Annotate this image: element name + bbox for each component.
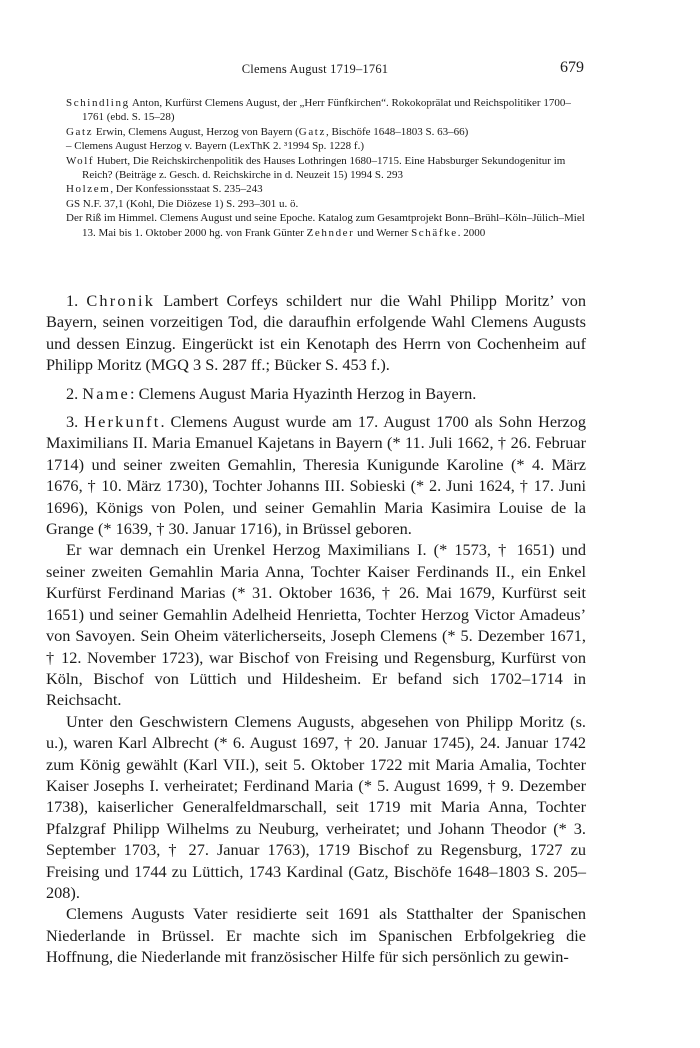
bib-text: GS N.F. 37,1 (Kohl, Die Diözese 1) S. 293–301 u. ö. bbox=[66, 197, 299, 210]
bibliography-entry bbox=[66, 154, 586, 183]
body-paragraph: Clemens Augusts Vater residierte seit 1691 als Statthalter der Spanischen Niederlande in Brüssel. Er machte sich im Spanischen Erbfolgekrieg die Hoffnung, die Niederlande mit französischer Hilfe für sich persönlich zu gewin- bbox=[46, 904, 586, 967]
bibliography-entry bbox=[66, 96, 586, 125]
body-paragraph: Unter den Geschwistern Clemens Augusts, abgesehen von Philipp Moritz (s. u.), waren Karl Albrecht (* 6. August 1697, † 20. Januar 1745), 24. Januar 1742 zum König gewählt (Karl VII.), seit 5. Oktober 1722 mit Maria Amalia, Tochter Kaiser Josephs I. verheiratet; Ferdinand Maria (* 5. August 1699, † 9. Dezember 1738), kaiserlicher Generalfeldmarschall, seit 1719 mit Maria Anna, Tochter Pfalzgraf Philipp Wilhelms zu Neuburg, verheiratet; und Johann Theodor (* 3. September 1703, † 27. Januar 1763), 1719 Bischof zu Regensburg, 1727 zu Freising und 1744 zu Lüttich, 1743 Kardinal (Gatz, Bischöfe 1648–1803 S. 205–208). bbox=[46, 711, 586, 902]
bib-text: Der Riß im Himmel. Clemens August und seine Epoche. Katalog zum Gesamtprojekt Bonn–Brühl–Köln–Jülich–Miel 13. Mai bis 1. Oktober 2000 hg. von Frank Günter bbox=[66, 212, 585, 239]
bib-author: Wolf bbox=[66, 154, 95, 167]
bib-text: und Werner bbox=[354, 226, 412, 239]
section-number: 2. bbox=[66, 383, 79, 403]
bib-author: Schäfke bbox=[411, 226, 458, 239]
bib-author: Gatz bbox=[298, 125, 326, 138]
section-text: : Clemens August Maria Hyazinth Herzog in Bayern. bbox=[129, 383, 477, 403]
section-number: 1. bbox=[66, 291, 79, 310]
bib-author: Schindling bbox=[66, 97, 130, 109]
bib-text: Anton, Kurfürst Clemens August, der „Herr Fünfkirchen“. Rokokoprälat und Reichspolitiker 1700–1761 (ebd. S. 15–28) bbox=[82, 97, 571, 124]
bib-text: , Der Konfessionsstaat S. 235–243 bbox=[110, 183, 263, 196]
section-heading: Name bbox=[82, 383, 130, 403]
bib-text: . 2000 bbox=[457, 226, 486, 239]
section-name bbox=[46, 383, 586, 404]
bib-text: – Clemens August Herzog v. Bayern (LexThK 2. ³1994 Sp. 1228 f.) bbox=[66, 140, 365, 153]
section-text: . Clemens August wurde am 17. August 1700 als Sohn Herzog Maximilians II. Maria Emanuel Kajetans in Bayern (* 11. Juli 1662, † 26. Februar 1714) und seiner zweiten Gemahlin, Theresia Kunigunde Karoline (* 4. März 1676, † 10. März 1730), Tochter Johanns III. Sobieski (* 2. Juni 1624, † 17. Juni 1696), Königs von Polen, und seiner Gemahlin Maria Kasimira Louise de la Grange (* 1639, † 30. Januar 1716), in Brüssel geboren. bbox=[46, 412, 586, 539]
body-paragraph: Er war demnach ein Urenkel Herzog Maximilians I. (* 1573, † 1651) und seiner zweiten Gemahlin Maria Anna, Tochter Kaiser Ferdinands II., ein Enkel Kurfürst Ferdinand Marias (* 31. Oktober 1636, † 26. Mai 1679, Kurfürst seit 1651) und seiner Gemahlin Adelheid Henrietta, Tochter Herzog Victor Amadeus’ von Savoyen. Sein Oheim väterlicherseits, Joseph Clemens (* 5. Dezember 1671, † 12. November 1723), war Bischof von Freising und Regensburg, Kurfürst von Köln, Bischof von Lüttich und Hildesheim. Er befand sich 1702–1714 in Reichsacht. bbox=[46, 540, 586, 710]
bib-author: Holzem bbox=[66, 183, 111, 196]
section-herkunft bbox=[46, 411, 586, 539]
bibliography-entry bbox=[66, 197, 586, 211]
section-number: 3. bbox=[66, 412, 79, 432]
bib-text: Hubert, Die Reichskirchenpolitik des Hauses Lothringen 1680–1715. Eine Habsburger Sekundogenitur im Reich? (Beiträge z. Gesch. d. Reichskirche in d. Neuzeit 15) 1994 S. 293 bbox=[82, 154, 566, 182]
page-number: 679 bbox=[560, 59, 584, 76]
bibliography-entry bbox=[66, 125, 586, 139]
bib-author: Gatz bbox=[66, 125, 94, 138]
bibliography-entry bbox=[66, 139, 586, 153]
bibliography-entry bbox=[66, 211, 586, 240]
section-text: Lambert Corfeys schildert nur die Wahl Philipp Moritz’ von Bayern, seinen vorzeitigen Tod, die daraufhin erfolgende Wahl Clemens Augusts und dessen Einzug. Eingerückt ist ein Kenotaph des Herrn von Cochenheim auf Philipp Moritz (MGQ 3 S. 287 ff.; Bücker S. 453 f.). bbox=[46, 291, 586, 375]
section-chronik bbox=[46, 290, 586, 376]
section-heading: Chronik bbox=[86, 291, 156, 310]
bibliography-entry bbox=[66, 182, 586, 196]
main-text bbox=[46, 290, 586, 968]
bib-text: Erwin, Clemens August, Herzog von Bayern ( bbox=[93, 125, 299, 138]
running-head bbox=[46, 59, 584, 82]
section-heading: Herkunft bbox=[84, 412, 161, 432]
running-title: Clemens August 1719–1761 bbox=[241, 62, 389, 76]
bibliography-list bbox=[66, 96, 586, 240]
bib-author: Zehnder bbox=[306, 226, 355, 239]
bib-text: , Bischöfe 1648–1803 S. 63–66) bbox=[325, 125, 469, 138]
